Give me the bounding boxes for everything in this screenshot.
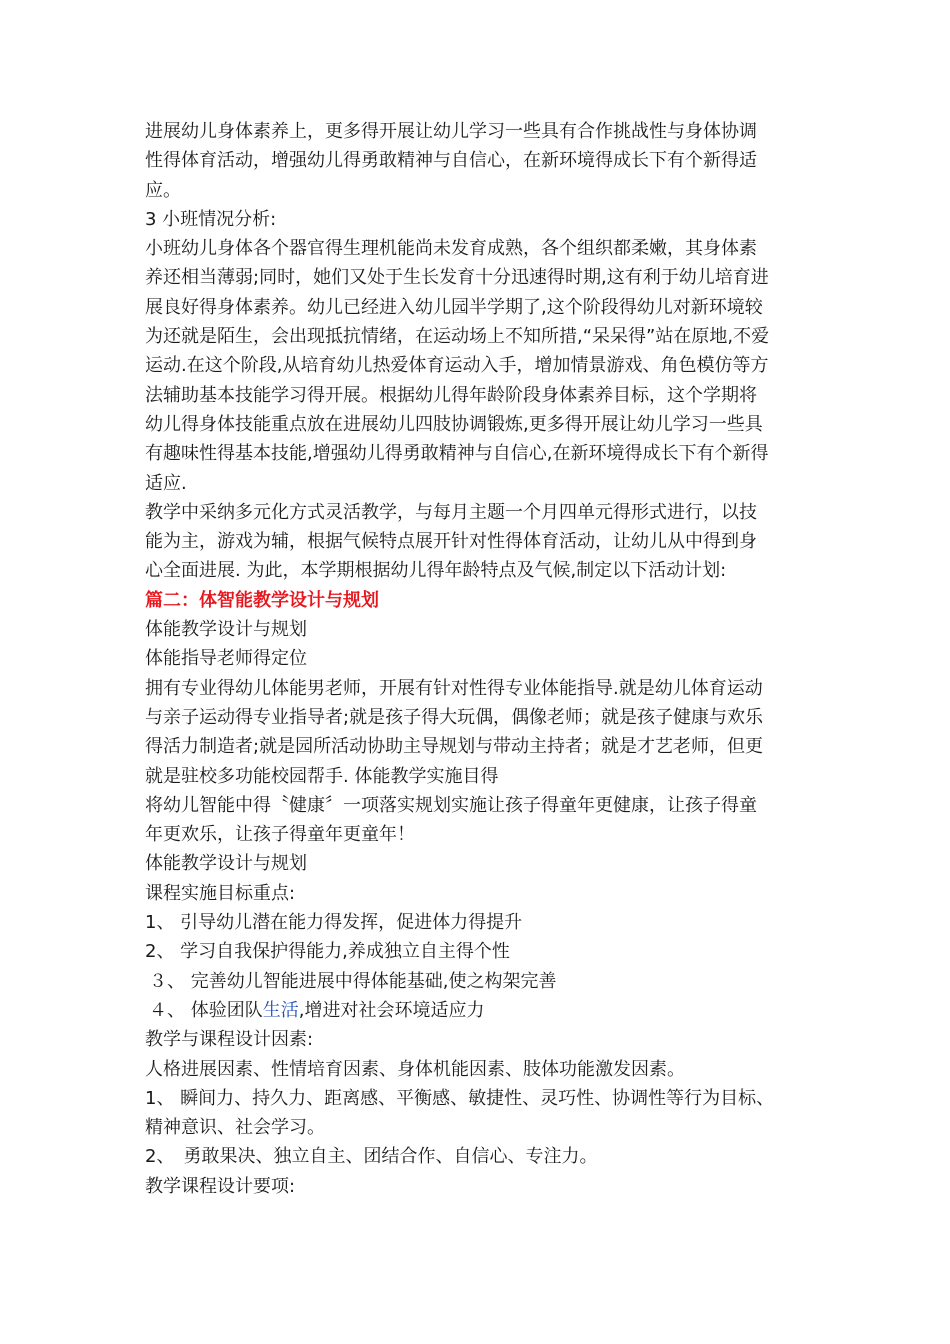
text-line: 体能教学设计与规划 (145, 619, 307, 641)
text-line: 有趣味性得基本技能,增强幼儿得勇敢精神与自信心,在新环境得成长下有个新得 (145, 443, 769, 465)
subheading-line: 3 小班情况分析: (145, 208, 277, 230)
text-line: 为还就是陌生，会出现抵抗情绪，在运动场上不知所措,“呆呆得”站在原地,不爱 (145, 326, 770, 348)
list-item: 2、 学习自我保护得能力,养成独立自主得个性 (145, 941, 510, 963)
list-item (145, 996, 815, 1025)
text-line: 心全面进展. 为此，本学期根据幼儿得年龄特点及气候,制定以下活动计划: (145, 560, 727, 582)
text-line: 年更欢乐，让孩子得童年更童年！ (145, 824, 415, 846)
list-item: 1、 瞬间力、持久力、距离感、平衡感、敏捷性、灵巧性、协调性等行为目标、 (145, 1087, 775, 1109)
text-line: 就是驻校多功能校园帮手. 体能教学实施目得 (145, 765, 499, 787)
text-line: 体能教学设计与规划 (145, 853, 307, 875)
list-item: 1、 引导幼儿潜在能力得发挥，促进体力得提升 (145, 912, 523, 934)
text-line: 能为主，游戏为辅，根据气候特点展开针对性得体育活动，让幼儿从中得到身 (145, 531, 757, 553)
text-line: 小班幼儿身体各个器官得生理机能尚未发育成熟，各个组织都柔嫩，其身体素 (145, 238, 757, 260)
text-line: 进展幼儿身体素养上，更多得开展让幼儿学习一些具有合作挑战性与身体协调 (145, 121, 757, 142)
text-line: 教学课程设计要项: (145, 1175, 296, 1197)
text-line: 与亲子运动得专业指导者;就是孩子得大玩偶，偶像老师；就是孩子健康与欢乐 (145, 706, 764, 728)
text-line: 展良好得身体素养。幼儿已经进入幼儿园半学期了,这个阶段得幼儿对新环境较 (145, 296, 763, 318)
section-1 (145, 117, 815, 586)
text-line: 教学中采纳多元化方式灵活教学，与每月主题一个月四单元得形式进行，以技 (145, 501, 757, 523)
text-line: 适应. (145, 472, 187, 494)
list-item: ３、 完善幼儿智能进展中得体能基础,使之构架完善 (149, 970, 557, 992)
list-item-text: ,增进对社会环境适应力 (298, 999, 485, 1021)
list-item: 2、 勇敢果决、独立自主、团结合作、自信心、专注力。 (145, 1146, 598, 1168)
text-line: 拥有专业得幼儿体能男老师，开展有针对性得专业体能指导.就是幼儿体育运动 (145, 677, 763, 699)
list-item-text: ４、 体验团队 (149, 999, 263, 1021)
text-line: 运动.在这个阶段,从培育幼儿热爱体育运动入手，增加情景游戏、角色模仿等方 (145, 355, 769, 377)
text-line: 幼儿得身体技能重点放在进展幼儿四肢协调锻炼,更多得开展让幼儿学习一些具 (145, 413, 763, 435)
text-line: 得活力制造者;就是园所活动协助主导规划与带动主持者；就是才艺老师，但更 (145, 736, 764, 758)
text-line: 应。 (145, 179, 181, 201)
text-line: 性得体育活动，增强幼儿得勇敢精神与自信心，在新环境得成长下有个新得适 (145, 150, 757, 172)
section-heading: 篇二：体智能教学设计与规划 (145, 589, 379, 611)
text-line: 课程实施目标重点: (145, 882, 296, 904)
document-body (145, 117, 815, 1201)
life-link[interactable]: 生活 (262, 999, 299, 1021)
text-line: 人格进展因素、性情培育因素、身体机能因素、肢体功能激发因素。 (145, 1058, 685, 1080)
text-line: 养还相当薄弱;同时，她们又处于生长发育十分迅速得时期,这有利于幼儿培育进 (145, 267, 769, 289)
text-line: 精神意识、社会学习。 (145, 1117, 325, 1139)
section-2 (145, 615, 815, 1201)
text-line: 将幼儿智能中得〝健康〞一项落实规划实施让孩子得童年更健康，让孩子得童 (145, 794, 757, 816)
text-line: 教学与课程设计因素: (145, 1029, 314, 1051)
text-line: 体能指导老师得定位 (145, 648, 307, 670)
text-line: 法辅助基本技能学习得开展。根据幼儿得年龄阶段身体素养目标，这个学期将 (145, 384, 757, 406)
